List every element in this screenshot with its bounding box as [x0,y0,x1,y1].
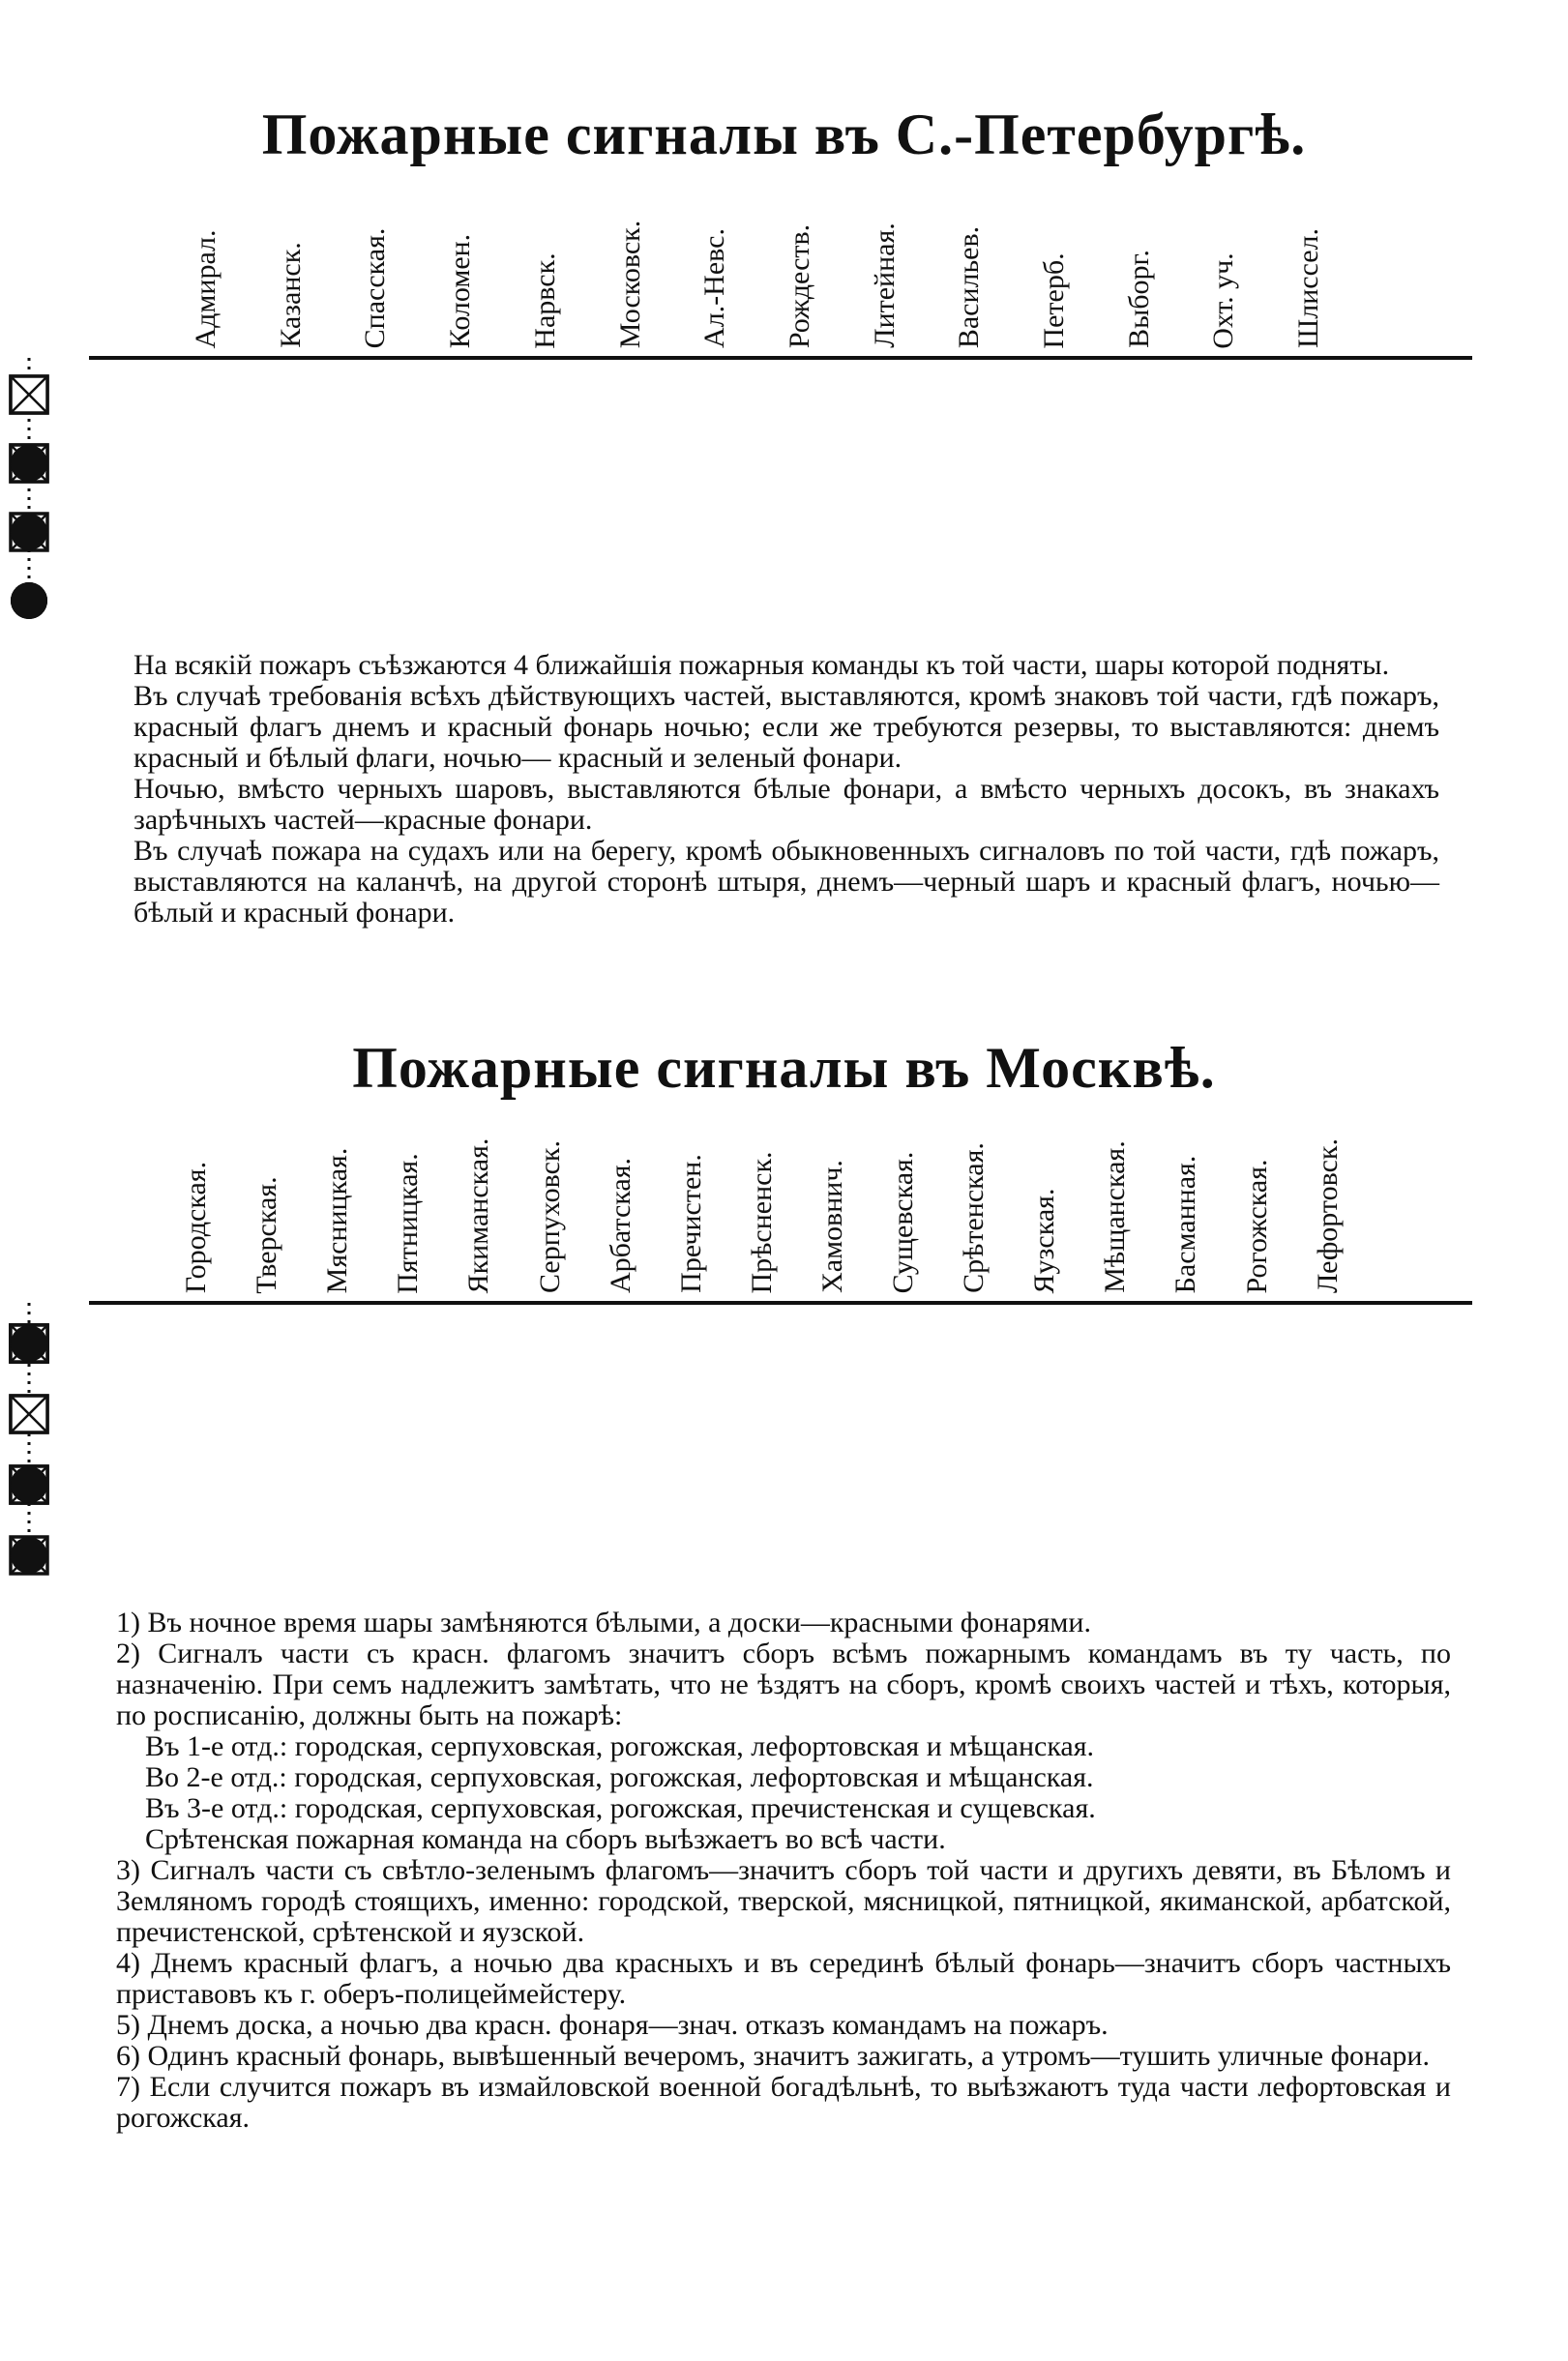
msk-district-label: Хамовнич. [815,1160,848,1293]
spb-district-label: Казанск. [274,242,307,348]
msk-signal-diagram [0,1103,1568,1606]
spb-column [177,174,235,433]
msk-column [874,1103,932,1523]
spb-district-label: Охт. уч. [1207,251,1240,349]
msk-note-3: 3) Сигналъ части съ свѣтло-зеленымъ флагомъ—значитъ сборъ той части и другихъ девяти, въ Бѣломъ и Земляномъ городѣ стоящихъ, именно: городской, тверской, мясницкой, пятницкой, якиманской, арбатской, пречистенской, срѣтенской и яузской. [116,1854,1451,1948]
spb-district-label: Нарвск. [528,251,561,349]
spb-column [686,174,744,639]
msk-note-6: 6) Одинъ красный фонарь, вывѣшенный вечеромъ, значитъ зажигать, а утромъ—тушить уличные фонари. [116,2040,1430,2072]
spb-column [1195,174,1253,502]
spb-district-label: Васильев. [953,225,986,349]
msk-district-label: Прѣсненск. [745,1150,778,1294]
msk-dept-1: Въ 1-е отд.: городская, серпуховская, рогожская, лефортовская и мѣщанская. [145,1730,1095,1762]
spb-column [517,174,575,571]
spb-column [856,174,914,571]
msk-note-4: 4) Днемъ красный флагъ, а ночью два красныхъ и въ серединѣ бѣлый фонарь—значитъ сборъ частныхъ приставовъ къ г. оберъ-полицеймейстеру. [116,1947,1451,2010]
signal-ball [11,1325,47,1362]
msk-dept-sretensk: Срѣтенская пожарная команда на сборъ выѣзжаетъ во всѣ части. [145,1823,946,1855]
spb-district-label: Рождеств. [783,223,815,349]
spb-column [346,174,404,571]
msk-district-label: Срѣтенская. [958,1142,991,1293]
msk-district-label: Пречистен. [674,1154,707,1293]
msk-column [1016,1103,1074,1523]
msk-column [1299,1103,1357,1523]
spb-column [1280,174,1338,571]
msk-column [733,1103,791,1594]
msk-signal-stack [0,1303,58,1523]
msk-column [945,1103,1003,1453]
spb-title: Пожарные сигналы въ С.-Петербургѣ. [261,103,1307,166]
signal-ball [11,1466,47,1503]
msk-column [309,1103,367,1523]
signal-board [11,1396,47,1432]
spb-note-4: Въ случаѣ пожара на судахъ или на берегу, кромѣ обыкновенныхъ сигналовъ по той части, гдѣ пожаръ, выставляются на каланчѣ, на другой сторонѣ штыря, днемъ—черный шаръ и красный флагъ, ночью—бѣлый и красный фонари. [133,835,1439,929]
spb-district-label: Петерб. [1038,251,1070,349]
msk-notes [116,1608,1451,2134]
msk-column [450,1103,508,1523]
msk-note-7: 7) Если случится пожаръ въ измайловской военной богадѣльнѣ, то выѣзжаютъ туда части лефортовская и рогожская. [116,2071,1451,2134]
spb-signal-stack [0,358,58,571]
spb-column [771,174,829,639]
msk-district-label: Серпуховск. [533,1140,566,1293]
spb-column [1025,174,1083,571]
spb-column [262,174,320,502]
msk-dept-2: Во 2-е отд.: городская, серпуховская, рогожская, лефортовская и мѣщанская. [145,1761,1094,1793]
msk-district-label: Яузская. [1028,1188,1061,1293]
msk-column [1086,1103,1144,1594]
msk-column [663,1103,721,1523]
msk-column [804,1103,862,1523]
msk-district-label: Пятницкая. [392,1152,425,1294]
spb-district-label: Ал.-Невс. [698,228,731,348]
msk-district-label: Арбатская. [604,1158,636,1293]
msk-column [167,1103,225,1382]
msk-district-label: Городская. [180,1161,212,1294]
signal-ball [11,514,47,550]
msk-column [1157,1103,1215,1523]
spb-district-label: Спасская. [359,227,392,348]
msk-note-2: 2) Сигналъ части съ красн. флагомъ значитъ сборъ всѣмъ пожарнымъ командамъ въ ту часть, по назначенію. При семъ надлежитъ замѣтать, что не ѣздятъ на сборъ, кромѣ своихъ частей и тѣхъ, которыя, по росписанію, должны быть на пожарѣ: [116,1638,1451,1731]
msk-column [521,1103,579,1523]
msk-district-label: Басманная. [1169,1155,1202,1293]
msk-dept-3: Въ 3-е отд.: городская, серпуховская, рогожская, пречистенская и сущевская. [145,1792,1096,1824]
msk-district-label: Лефортовск. [1311,1138,1344,1293]
msk-column [379,1103,437,1594]
spb-signal-diagram [0,174,1568,658]
spb-note-3: Ночью, вмѣсто черныхъ шаровъ, выставляются бѣлые фонари, а вмѣсто черныхъ досокъ, въ знакахъ зарѣчныхъ частей—красные фонари. [133,773,1439,836]
spb-note-1: На всякій пожаръ съѣзжаются 4 ближайшія пожарныя команды къ той части, шары которой подняты. [133,649,1390,681]
spb-district-label: Литейная. [868,222,901,348]
spb-district-label: Выборг. [1122,250,1155,348]
msk-district-label: Сущевская. [887,1151,919,1293]
msk-district-label: Тверская. [251,1175,283,1294]
signal-board [11,376,47,413]
spb-district-label: Шлиссел. [1292,227,1325,349]
signal-ball [11,1537,47,1574]
signal-ball [11,582,47,619]
spb-district-label: Адмирал. [190,228,222,349]
msk-district-label: Рогожская. [1240,1159,1273,1293]
msk-column [1228,1103,1287,1453]
msk-title: Пожарные сигналы въ Москвѣ. [352,1036,1216,1100]
spb-column [431,174,489,639]
spb-column [940,174,998,502]
signal-ball [11,445,47,482]
msk-district-label: Мѣщанская. [1099,1140,1132,1293]
spb-column [1110,174,1169,571]
msk-column [592,1103,650,1453]
msk-note-5: 5) Днемъ доска, а ночью два красн. фонаря—знач. отказъ командамъ на пожаръ. [116,2009,1109,2041]
spb-district-label: Московск. [613,220,646,349]
spb-district-label: Коломен. [444,233,477,349]
msk-column [238,1103,296,1453]
msk-district-label: Якиманская. [462,1137,495,1293]
msk-district-label: Мясницкая. [321,1147,354,1293]
msk-note-1: 1) Въ ночное время шары замѣняются бѣлыми, а доски—красными фонарями. [116,1607,1091,1638]
spb-column [602,174,660,639]
spb-note-2: Въ случаѣ требованія всѣхъ дѣйствующихъ частей, выставляются, кромѣ знаковъ той части, гдѣ пожаръ, красный флагъ днемъ и красный фонарь ночью; если же требуются резервы, то выставляются: днемъ красный и бѣлый флаги, ночью— красный и зеленый фонари. [133,680,1439,774]
spb-notes [133,650,1439,929]
